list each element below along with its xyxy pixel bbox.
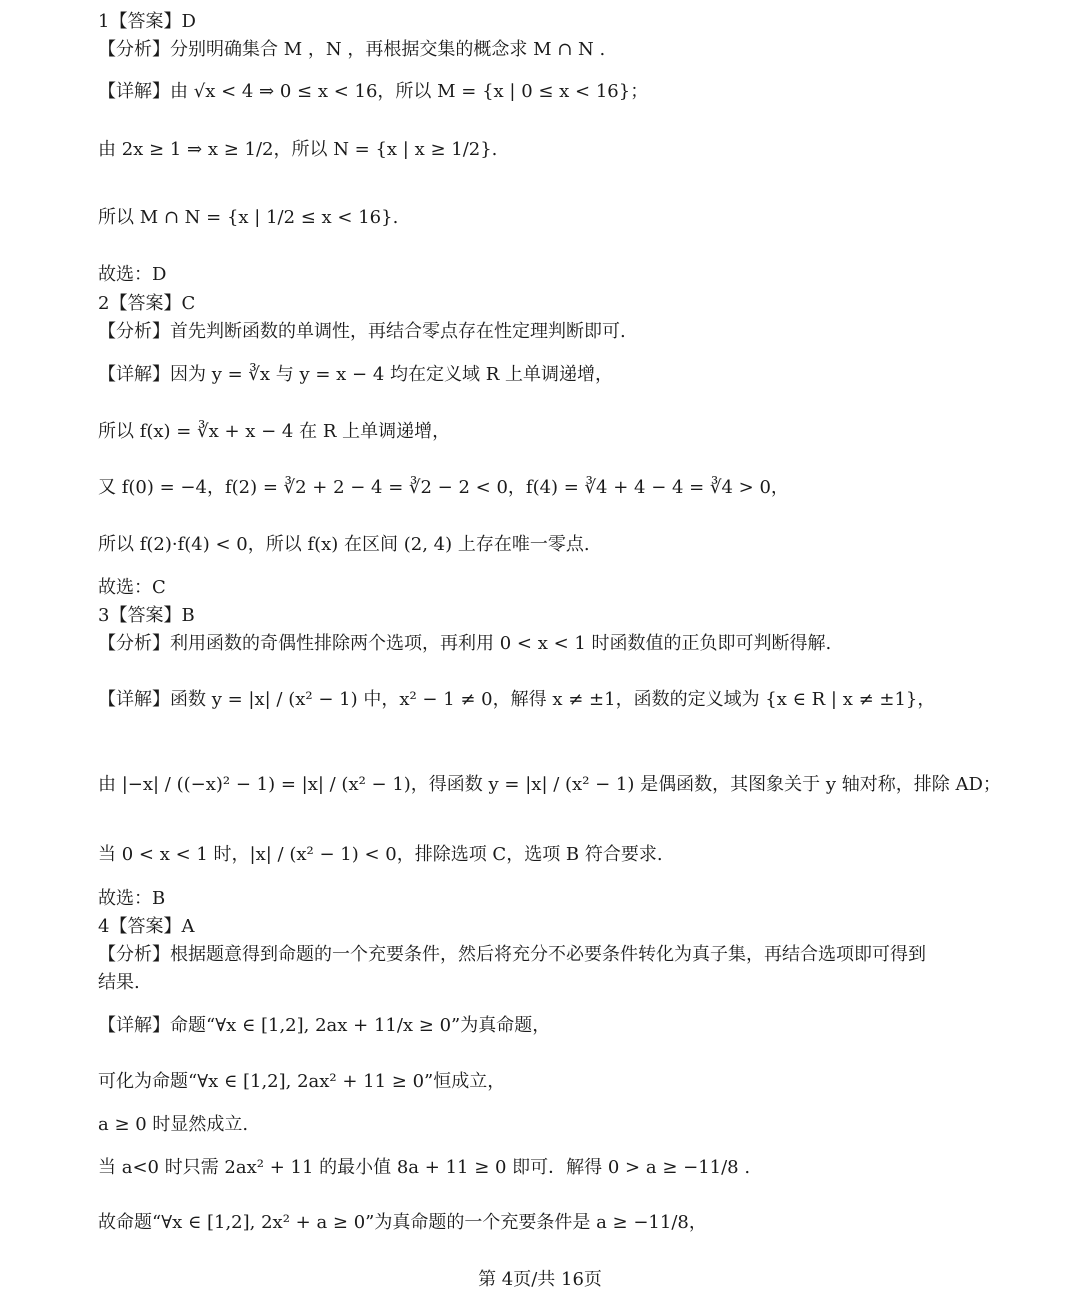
q3-answer: 3【答案】B <box>98 605 195 626</box>
q3-detail-line-3: 当 0 < x < 1 时，|x| / (x² − 1) < 0，排除选项 C，选项 B 符合要求. <box>98 844 663 865</box>
q1-detail-line-1: 【详解】由 √x < 4 ⇒ 0 ≤ x < 16，所以 M = {x | 0 ≤ x < 16}； <box>98 81 649 102</box>
q2-answer: 2【答案】C <box>98 293 196 314</box>
q2-detail-line-2: 所以 f(x) = ∛x + x − 4 在 R 上单调递增， <box>98 421 451 442</box>
q4-analysis-line-2: 结果. <box>98 972 140 993</box>
q2-detail-line-4: 所以 f(2)·f(4) < 0，所以 f(x) 在区间 (2, 4) 上存在唯一零点. <box>98 534 590 555</box>
q4-detail-line-3: a ≥ 0 时显然成立. <box>98 1114 249 1135</box>
page-number: 第 4页/共 16页 <box>478 1269 602 1290</box>
q3-analysis: 【分析】利用函数的奇偶性排除两个选项，再利用 0 < x < 1 时函数值的正负即可判断得解. <box>98 633 832 654</box>
q1-detail-line-2: 由 2x ≥ 1 ⇒ x ≥ 1/2，所以 N = {x | x ≥ 1/2}. <box>98 139 498 160</box>
q4-detail-line-5: 故命题“∀x ∈ [1,2], 2x² + a ≥ 0”为真命题的一个充要条件是 a ≥ −11/8， <box>98 1212 707 1233</box>
q1-detail-line-3: 所以 M ∩ N = {x | 1/2 ≤ x < 16}. <box>98 207 399 228</box>
q2-detail-line-1: 【详解】因为 y = ∛x 与 y = x − 4 均在定义域 R 上单调递增， <box>98 364 614 385</box>
q1-choice: 故选：D <box>98 264 167 285</box>
q4-answer: 4【答案】A <box>98 916 195 937</box>
q4-detail-line-1: 【详解】命题“∀x ∈ [1,2], 2ax + 11/x ≥ 0”为真命题， <box>98 1015 551 1036</box>
q2-detail-line-3: 又 f(0) = −4，f(2) = ∛2 + 2 − 4 = ∛2 − 2 < 0，f(4) = ∛4 + 4 − 4 = ∛4 > 0， <box>98 477 789 498</box>
q3-detail-line-2: 由 |−x| / ((−x)² − 1) = |x| / (x² − 1)，得函数 y = |x| / (x² − 1) 是偶函数，其图象关于 y 轴对称，排除 AD； <box>98 774 1001 795</box>
q2-choice: 故选：C <box>98 577 166 598</box>
q4-detail-line-2: 可化为命题“∀x ∈ [1,2], 2ax² + 11 ≥ 0”恒成立， <box>98 1071 506 1092</box>
q3-detail-line-1: 【详解】函数 y = |x| / (x² − 1) 中，x² − 1 ≠ 0，解得 x ≠ ±1，函数的定义域为 {x ∈ R | x ≠ ±1}， <box>98 689 936 710</box>
q1-answer: 1【答案】D <box>98 11 196 32</box>
q4-analysis-line-1: 【分析】根据题意得到命题的一个充要条件，然后将充分不必要条件转化为真子集，再结合选项即可得到 <box>98 944 926 965</box>
q1-analysis: 【分析】分别明确集合 M ，N ，再根据交集的概念求 M ∩ N . <box>98 39 606 60</box>
q4-detail-line-4: 当 a<0 时只需 2ax² + 11 的最小值 8a + 11 ≥ 0 即可．解得 0 > a ≥ −11/8 . <box>98 1157 751 1178</box>
q3-choice: 故选：B <box>98 888 166 909</box>
q2-analysis: 【分析】首先判断函数的单调性，再结合零点存在性定理判断即可. <box>98 321 626 342</box>
